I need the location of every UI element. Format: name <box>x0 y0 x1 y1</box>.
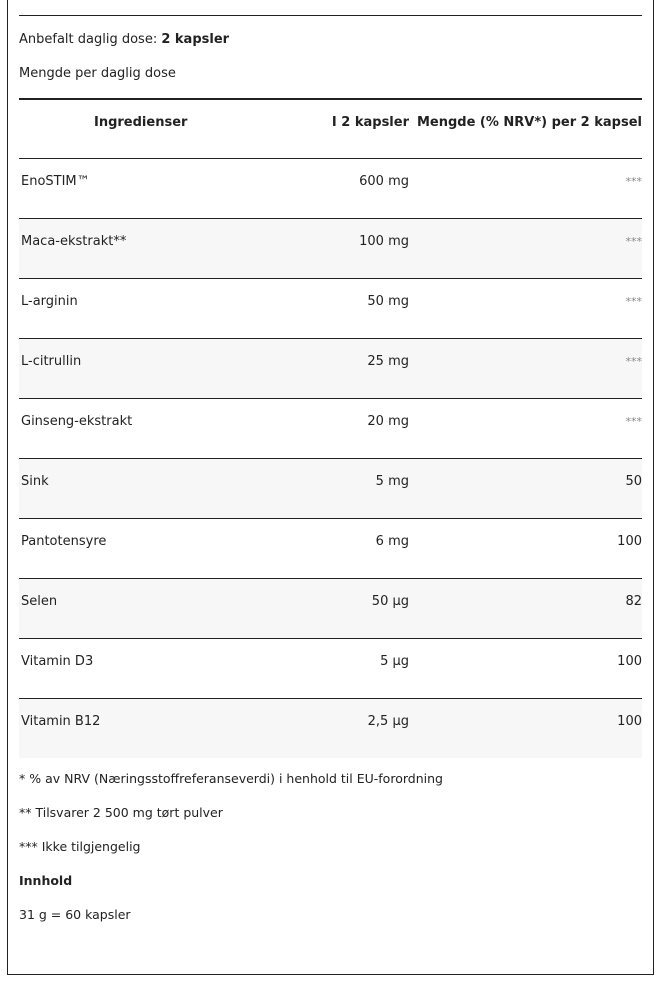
ingredient-name: EnoSTIM™ <box>21 174 90 189</box>
ingredient-amount: 6 mg <box>375 534 409 549</box>
ingredient-nrv: *** <box>625 295 642 308</box>
ingredient-name: Maca-ekstrakt** <box>21 234 127 249</box>
ingredient-nrv: *** <box>625 175 642 188</box>
daily-dose-label: Anbefalt daglig dose: <box>19 32 158 47</box>
header-amount: I 2 kapsler <box>331 115 409 130</box>
amount-per-dose-label: Mengde per daglig dose <box>19 66 176 81</box>
ingredient-nrv: 50 <box>625 474 642 489</box>
ingredient-amount: 20 mg <box>367 414 409 429</box>
ingredient-amount: 5 mg <box>375 474 409 489</box>
ingredient-amount: 50 µg <box>371 594 409 609</box>
ingredient-nrv: 82 <box>625 594 642 609</box>
table-row <box>19 638 642 698</box>
content-title: Innhold <box>19 873 73 888</box>
nutrition-panel <box>7 0 654 975</box>
table-header <box>19 98 642 158</box>
ingredient-amount: 50 mg <box>367 294 409 309</box>
table-row <box>19 698 642 758</box>
daily-dose <box>19 31 229 49</box>
header-ingredients: Ingredienser <box>94 115 188 130</box>
ingredient-amount: 600 mg <box>359 174 409 189</box>
ingredient-name: L-arginin <box>21 294 78 309</box>
ingredient-name: Selen <box>21 594 58 609</box>
table-row <box>19 458 642 518</box>
ingredient-name: Vitamin B12 <box>21 714 101 729</box>
footnote-not-available: *** Ikke tilgjengelig <box>19 839 141 854</box>
daily-dose-value: 2 kapsler <box>161 32 230 47</box>
table-row <box>19 578 642 638</box>
footnote-maca: ** Tilsvarer 2 500 mg tørt pulver <box>19 805 223 820</box>
ingredient-nrv: 100 <box>617 714 642 729</box>
ingredient-amount: 2,5 µg <box>367 714 409 729</box>
footnote-nrv: * % av NRV (Næringsstoffreferanseverdi) i henhold til EU-forordning <box>19 771 443 786</box>
ingredients-table <box>19 98 642 758</box>
table-row <box>19 278 642 338</box>
table-row <box>19 338 642 398</box>
ingredient-amount: 100 mg <box>359 234 409 249</box>
ingredient-name: Ginseng-ekstrakt <box>21 414 133 429</box>
ingredient-nrv: 100 <box>617 534 642 549</box>
footnotes <box>19 765 443 935</box>
table-row <box>19 218 642 278</box>
ingredient-name: Pantotensyre <box>21 534 107 549</box>
ingredient-nrv: 100 <box>617 654 642 669</box>
header-nrv: Mengde (% NRV*) per 2 kapsel <box>416 115 642 130</box>
content-value: 31 g = 60 kapsler <box>19 907 131 922</box>
top-divider <box>19 15 642 16</box>
ingredient-name: L-citrullin <box>21 354 82 369</box>
ingredient-amount: 5 µg <box>380 654 409 669</box>
ingredient-nrv: *** <box>625 355 642 368</box>
table-row <box>19 518 642 578</box>
table-row <box>19 398 642 458</box>
ingredient-amount: 25 mg <box>367 354 409 369</box>
table-row <box>19 158 642 218</box>
ingredient-name: Sink <box>21 474 49 489</box>
ingredient-nrv: *** <box>625 235 642 248</box>
ingredient-name: Vitamin D3 <box>21 654 94 669</box>
ingredient-nrv: *** <box>625 415 642 428</box>
